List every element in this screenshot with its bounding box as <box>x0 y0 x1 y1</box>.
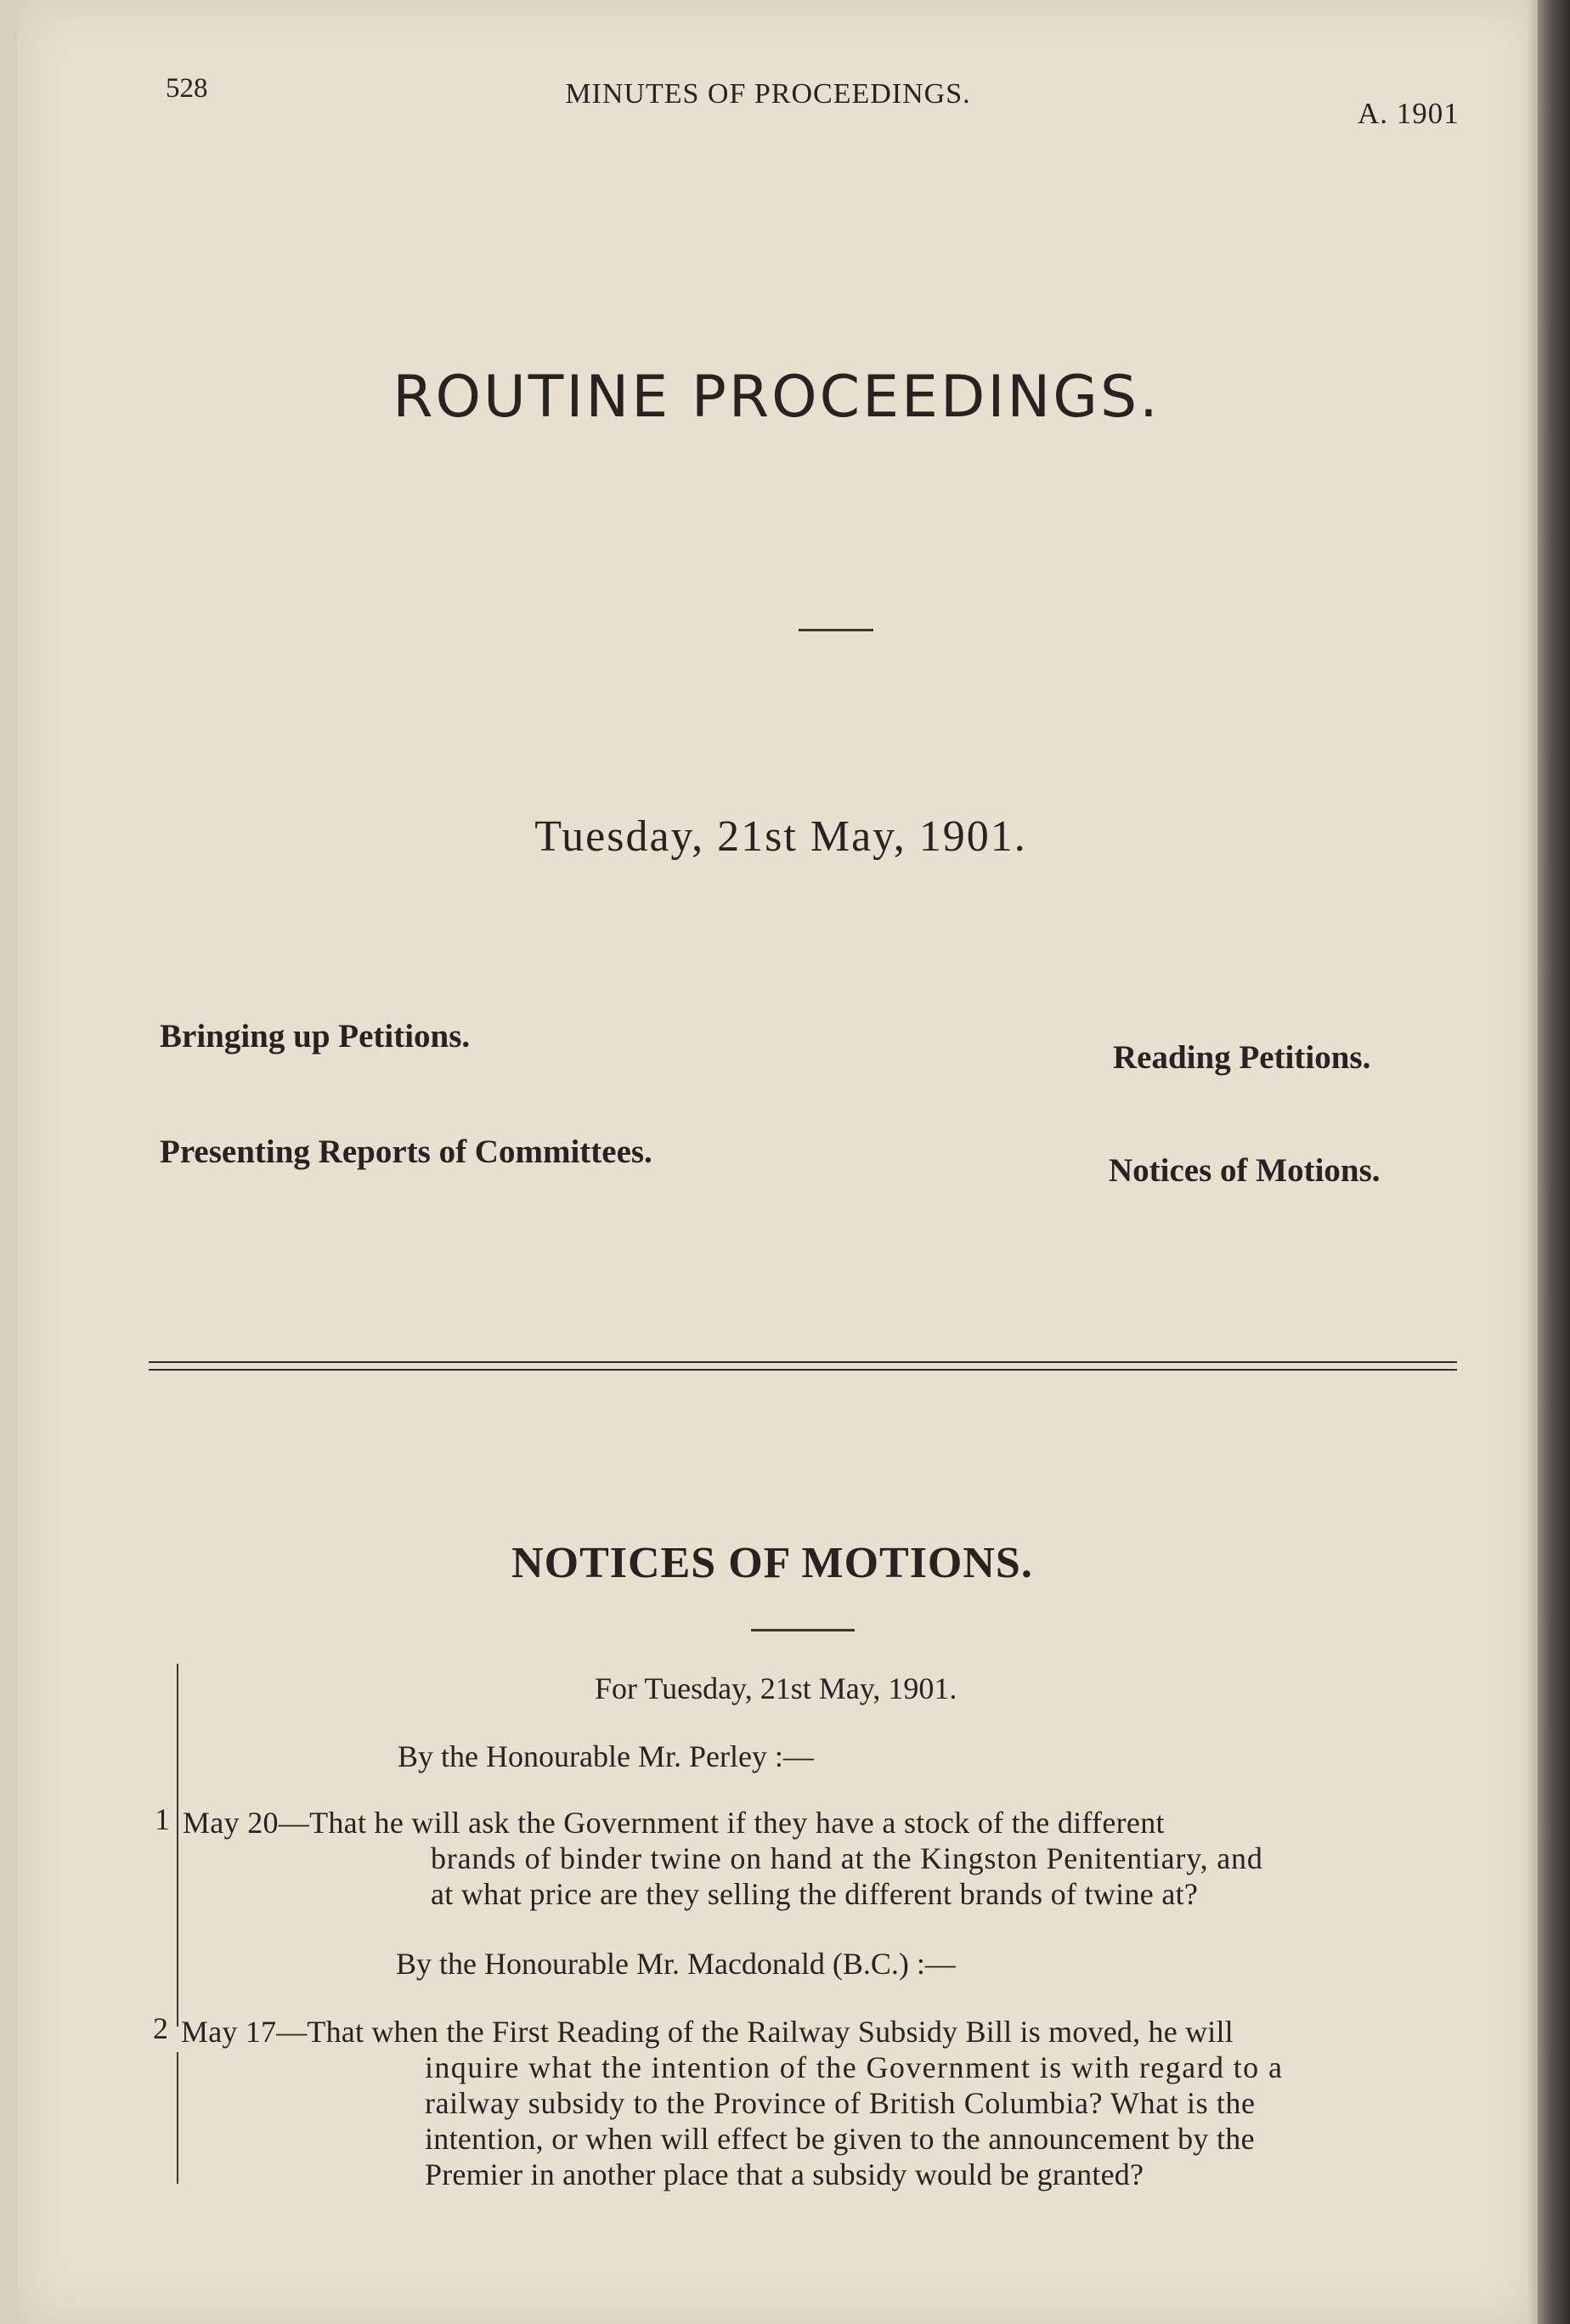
item-reading-petitions: Reading Petitions. <box>1113 1039 1371 1076</box>
page-header <box>0 73 1570 130</box>
motion-mover: By the Honourable Mr. Perley :— <box>398 1739 814 1773</box>
item-notices-of-motions: Notices of Motions. <box>1109 1152 1381 1189</box>
session-year: A. 1901 <box>1358 97 1460 130</box>
item-presenting-reports: Presenting Reports of Committees. <box>160 1134 652 1170</box>
motion-line: Premier in another place that a subsidy would be granted? <box>425 2157 1144 2191</box>
sitting-date: Tuesday, 21st May, 1901. <box>534 812 1027 861</box>
margin-line-lower <box>177 2052 178 2184</box>
running-title: MINUTES OF PROCEEDINGS. <box>565 78 971 110</box>
section-divider <box>149 1361 1457 1375</box>
motion-mover: By the Honourable Mr. Macdonald (B.C.) :— <box>396 1947 956 1981</box>
motion-line: railway subsidy to the Province of British Columbia? What is the <box>425 2086 1256 2120</box>
motion-line: at what price are they selling the different brands of twine at? <box>431 1877 1199 1911</box>
item-bringing-up-petitions: Bringing up Petitions. <box>160 1018 471 1055</box>
margin-line-upper <box>177 1664 178 2027</box>
motion-line: intention, or when will effect be given to the announcement by the <box>425 2122 1255 2156</box>
title-rule <box>799 629 873 631</box>
notices-rule <box>751 1629 855 1631</box>
book-spine <box>1538 0 1570 2324</box>
notices-title: NOTICES OF MOTIONS. <box>511 1539 1033 1587</box>
section-title: ROUTINE PROCEEDINGS. <box>392 364 1161 431</box>
motion-number: 1 <box>155 1802 170 1836</box>
motion-line: inquire what the intention of the Government is with regard to a <box>425 2050 1284 2084</box>
motion-number: 2 <box>153 2011 168 2045</box>
motion-line: May 20—That he will ask the Government if they have a stock of the different <box>183 1806 1165 1840</box>
motion-line: May 17—That when the First Reading of the Railway Subsidy Bill is moved, he will <box>181 2015 1234 2049</box>
for-date: For Tuesday, 21st May, 1901. <box>595 1671 957 1705</box>
page-edge <box>1528 0 1538 2324</box>
motion-line: brands of binder twine on hand at the Kingston Penitentiary, and <box>431 1841 1263 1875</box>
page-number: 528 <box>166 73 208 104</box>
